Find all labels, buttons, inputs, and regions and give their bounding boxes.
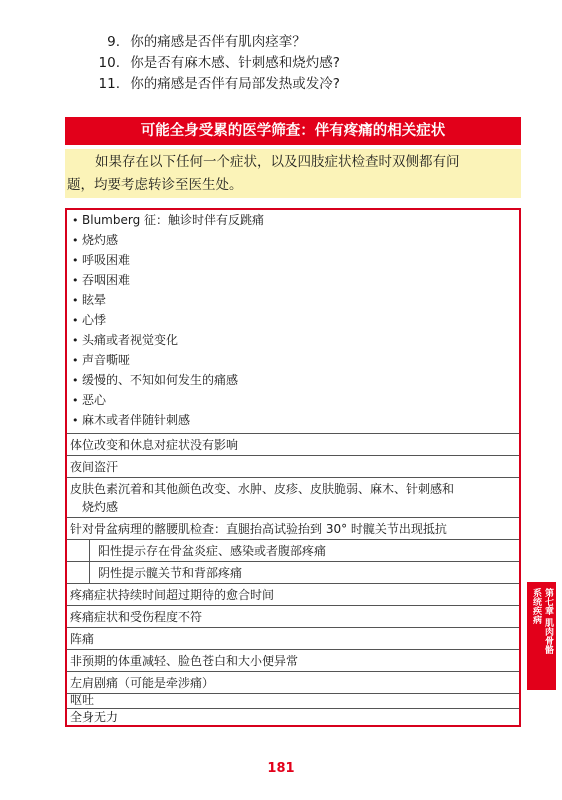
bullet-icon: • <box>72 274 79 287</box>
table-row: 针对骨盆病理的髂腰肌检查：直腿抬高试验抬到 30° 时髋关节出现抵抗 <box>67 518 519 540</box>
question-9 <box>104 32 306 52</box>
table-row: 全身无力 <box>70 710 119 724</box>
list-item: • 心悸 <box>72 311 106 330</box>
list-item: • 吞咽困难 <box>72 271 130 290</box>
referral-notice <box>65 149 521 198</box>
question-text: 你的痛感是否伴有肌肉痉挛？ <box>130 34 306 50</box>
page-number: 181 <box>267 761 295 776</box>
list-item: • 声音嘶哑 <box>72 351 130 370</box>
bullet-icon: • <box>72 394 79 407</box>
bullet-icon: • <box>72 254 79 267</box>
chapter-label-2: 系统疾病 <box>531 588 541 624</box>
bullet-icon: • <box>72 414 79 427</box>
list-item: • 缓慢的、不知如何发生的痛感 <box>72 371 238 390</box>
table-row: 疼痛症状持续时间超过期待的愈合时间 <box>67 584 519 606</box>
bullet-icon: • <box>72 314 79 327</box>
list-item: • 恶心 <box>72 391 106 410</box>
table-row: 夜间盗汗 <box>67 456 519 478</box>
list-item: • 眩晕 <box>72 291 106 310</box>
question-number: 11. <box>98 76 120 92</box>
table-row: 皮肤色素沉着和其他颜色改变、水肿、皮疹、皮肤脆弱、麻木、针刺感和 烧灼感 <box>67 478 519 518</box>
table-row: 体位改变和休息对症状没有影响 <box>67 434 519 456</box>
question-11 <box>96 74 340 94</box>
bullet-icon: • <box>72 294 79 307</box>
bullet-icon: • <box>72 234 79 247</box>
list-item: • 烧灼感 <box>72 231 118 250</box>
question-10 <box>96 53 340 73</box>
table-row: 呕吐 <box>67 692 519 709</box>
bullet-icon: • <box>72 334 79 347</box>
table-row: 疼痛症状和受伤程度不符 <box>67 606 519 628</box>
list-item: • 麻木或者伴随针刺感 <box>72 411 190 430</box>
list-item: • Blumberg 征：触诊时伴有反跳痛 <box>72 211 264 230</box>
question-text: 你的痛感是否伴有局部发热或发冷? <box>130 76 340 92</box>
table-row: 非预期的体重减轻、脸色苍白和大小便异常 <box>67 650 519 672</box>
notice-line-2: 题，均要考虑转诊至医生处。 <box>67 177 243 193</box>
table-row-subitem: 阳性提示存在骨盆炎症、感染或者腹部疼痛 <box>67 540 519 562</box>
list-item: • 头痛或者视觉变化 <box>72 331 178 350</box>
section-banner: 可能全身受累的医学筛查：伴有疼痛的相关症状 <box>65 117 521 145</box>
question-number: 10. <box>98 55 120 71</box>
table-row: 左肩剧痛（可能是牵涉痛） <box>67 672 519 694</box>
chapter-label: 第七章 肌肉骨骼 <box>543 588 553 655</box>
notice-line-1: 如果存在以下任何一个症状，以及四肢症状检查时双侧都有问 <box>95 154 460 170</box>
bullet-icon: • <box>72 214 79 227</box>
list-item: • 呼吸困难 <box>72 251 130 270</box>
question-text: 你是否有麻木感、针刺感和烧灼感? <box>130 55 340 71</box>
table-row-subitem: 阴性提示髋关节和背部疼痛 <box>67 562 519 584</box>
chapter-side-tab <box>527 582 556 690</box>
symptom-table <box>65 208 521 727</box>
symptom-bullet-list <box>67 210 519 434</box>
bullet-icon: • <box>72 354 79 367</box>
question-number: 9. <box>107 34 120 50</box>
bullet-icon: • <box>72 374 79 387</box>
table-row: 阵痛 <box>67 628 519 650</box>
